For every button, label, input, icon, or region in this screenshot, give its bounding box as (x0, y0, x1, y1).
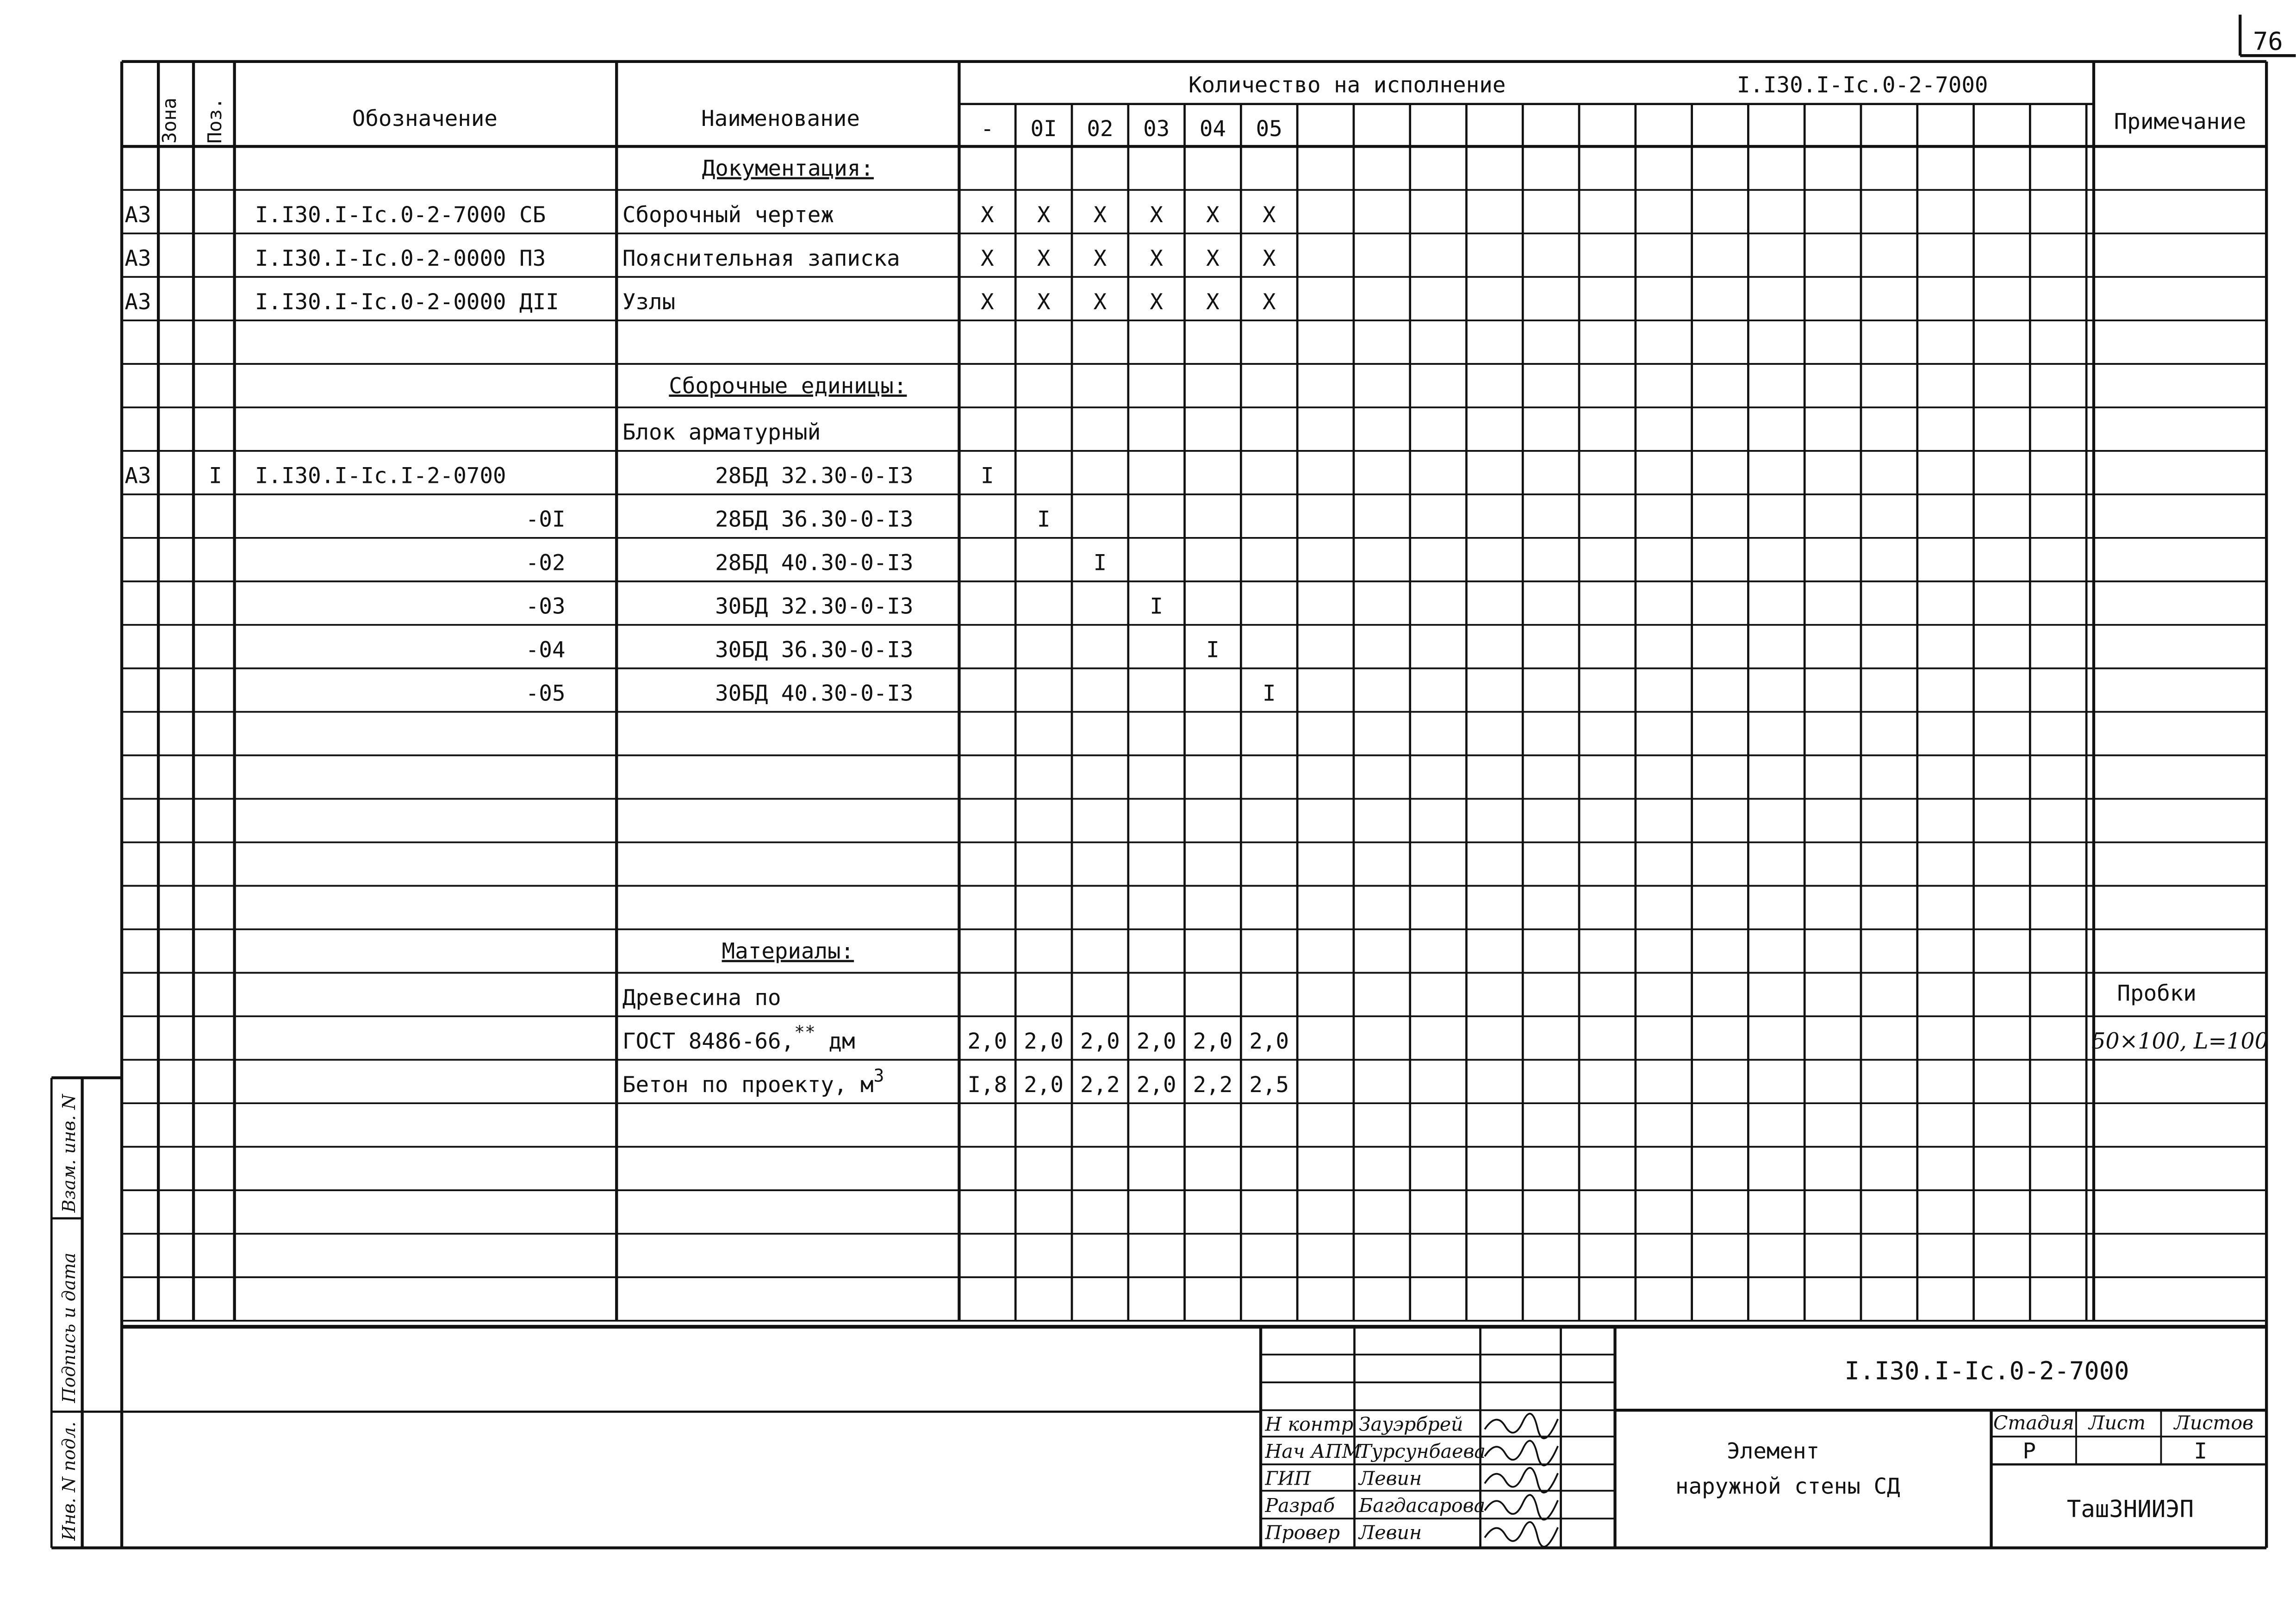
cell-note: Пробки (2117, 981, 2196, 1006)
cell-designation: -02 (525, 550, 566, 576)
cell-name: 28БД 32.30-0-I3 (715, 463, 914, 489)
cell-quantity: I (1093, 550, 1107, 576)
cell-quantity: I,8 (967, 1072, 1008, 1098)
cell-format: А3 (124, 289, 151, 315)
stage-value: Р (2022, 1438, 2036, 1464)
cell-name: 30БД 40.30-0-I3 (715, 681, 914, 706)
header-note: Примечание (2114, 109, 2246, 135)
cell-quantity: 2,2 (1080, 1072, 1120, 1098)
cell-name: ГОСТ 8486-66,** дм (622, 1022, 855, 1054)
section-heading: Сборочные единицы: (669, 373, 907, 399)
cell-quantity: 2,2 (1193, 1072, 1233, 1098)
variant-label: 03 (1143, 116, 1170, 142)
cell-designation: -04 (525, 637, 566, 663)
cell-quantity: 2,0 (1249, 1028, 1289, 1054)
signature-role: Нач АПМ (1265, 1440, 1362, 1462)
cell-quantity: I (1037, 506, 1051, 532)
signature-name: Зауэрбрей (1359, 1413, 1463, 1436)
cell-name: 30БД 36.30-0-I3 (715, 637, 914, 663)
cell-quantity: 2,0 (1193, 1028, 1233, 1054)
cell-quantity: X (1037, 245, 1051, 271)
cell-quantity: X (1093, 289, 1107, 315)
cell-name-sup: 3 (873, 1065, 884, 1086)
cell-name: 30БД 32.30-0-I3 (715, 593, 914, 619)
section-heading: Документация: (702, 156, 874, 181)
variant-label: 02 (1087, 116, 1114, 142)
signature-role: Разраб (1265, 1494, 1335, 1517)
cell-name: 28БД 36.30-0-I3 (715, 506, 914, 532)
signature-scribble (1485, 1414, 1558, 1438)
section-heading: Материалы: (722, 938, 854, 964)
cell-quantity: X (1150, 245, 1163, 271)
signature-name: Левин (1359, 1467, 1422, 1490)
variant-label: 05 (1256, 116, 1282, 142)
header-zona: Зона (158, 97, 181, 144)
cell-quantity: X (981, 202, 994, 228)
cell-format: А3 (124, 245, 151, 271)
variant-label: - (981, 116, 994, 142)
cell-format: А3 (124, 202, 151, 228)
signature-role: Н контр (1265, 1413, 1354, 1436)
cell-quantity: X (1262, 202, 1276, 228)
variant-label: 04 (1199, 116, 1226, 142)
cell-quantity: X (1150, 202, 1163, 228)
header-quantity: Количество на исполнение (1188, 72, 1506, 98)
cell-designation: I.I30.I-Ic.I-2-0700 (255, 463, 506, 489)
signature-scribble (1485, 1441, 1558, 1465)
side-strip-inventory: Инв. N подл. (58, 1421, 79, 1541)
sheet-label: Лист (2089, 1412, 2146, 1434)
cell-name-sup: ** (794, 1022, 815, 1043)
cell-quantity: 2,0 (1080, 1028, 1120, 1054)
cell-quantity: I (981, 463, 994, 489)
cell-designation: I.I30.I-Ic.0-2-0000 ПЗ (255, 245, 546, 271)
cell-name: 28БД 40.30-0-I3 (715, 550, 914, 576)
cell-quantity: X (1037, 202, 1051, 228)
title-line-1: Элемент (1727, 1438, 1820, 1464)
cell-quantity: 2,5 (1249, 1072, 1289, 1098)
cell-quantity: X (1150, 289, 1163, 315)
cell-designation: -03 (525, 593, 566, 619)
cell-format: А3 (124, 463, 151, 489)
cell-designation: -0I (525, 506, 566, 532)
side-strip-signature: Подпись и дата (58, 1252, 79, 1403)
signature-role: ГИП (1265, 1467, 1311, 1490)
cell-quantity: X (981, 289, 994, 315)
side-strip-replacement: Взам. инв. N (58, 1094, 79, 1213)
cell-quantity: X (1206, 245, 1220, 271)
header-poz: Поз. (204, 97, 226, 144)
cell-quantity: X (1037, 289, 1051, 315)
cell-name: Бетон по проекту, $м^3$ (622, 1065, 884, 1098)
cell-quantity: 2,0 (967, 1028, 1008, 1054)
page-number: 76 (2252, 26, 2283, 56)
organization: ТашЗНИИЭП (2066, 1495, 2194, 1523)
cell-note: 50×100, L=100 (2091, 1028, 2269, 1054)
cell-quantity: X (1262, 245, 1276, 271)
cell-quantity: 2,0 (1136, 1028, 1176, 1054)
signature-scribble (1485, 1468, 1558, 1493)
cell-designation: -05 (525, 681, 566, 706)
cell-quantity: I (1262, 681, 1276, 706)
cell-name: Блок арматурный (622, 419, 821, 445)
cell-quantity: X (1093, 245, 1107, 271)
signature-scribble (1485, 1522, 1558, 1547)
cell-position: I (209, 463, 222, 489)
cell-quantity: 2,0 (1024, 1028, 1064, 1054)
signature-name: Левин (1359, 1521, 1422, 1544)
stage-label: Стадия (1993, 1412, 2074, 1434)
cell-quantity: X (1206, 202, 1220, 228)
signature-name: Турсунбаева (1359, 1440, 1486, 1462)
cell-designation: I.I30.I-Ic.0-2-7000 СБ (255, 202, 546, 228)
sheets-label: Листов (2174, 1412, 2254, 1434)
header-name: Наименование (701, 106, 860, 132)
cell-name-tail: дм (815, 1028, 855, 1054)
cell-quantity: X (1262, 289, 1276, 315)
cell-quantity: X (981, 245, 994, 271)
cell-quantity: I (1150, 593, 1163, 619)
cell-quantity: X (1206, 289, 1220, 315)
cell-quantity: 2,0 (1136, 1072, 1176, 1098)
signature-name: Багдасарова (1359, 1494, 1486, 1517)
signature-role: Провер (1265, 1521, 1340, 1544)
cell-quantity: I (1206, 637, 1220, 663)
cell-quantity: 2,0 (1024, 1072, 1064, 1098)
sheets-value: I (2194, 1438, 2208, 1464)
title-code: I.I30.I-Ic.0-2-7000 (1844, 1356, 2129, 1386)
title-line-2: наружной стены СД (1675, 1474, 1900, 1499)
cell-quantity: X (1093, 202, 1107, 228)
cell-name: Пояснительная записка (622, 245, 900, 271)
header-quantity-code: I.I30.I-Ic.0-2-7000 (1736, 72, 1988, 98)
cell-designation: I.I30.I-Ic.0-2-0000 ДII (255, 289, 559, 315)
variant-label: 0I (1030, 116, 1057, 142)
signature-scribble (1485, 1495, 1558, 1519)
cell-name: Древесина по (622, 985, 781, 1011)
cell-name: Сборочный чертеж (622, 202, 834, 228)
cell-name: Узлы (622, 289, 676, 315)
header-designation: Обозначение (352, 106, 498, 132)
